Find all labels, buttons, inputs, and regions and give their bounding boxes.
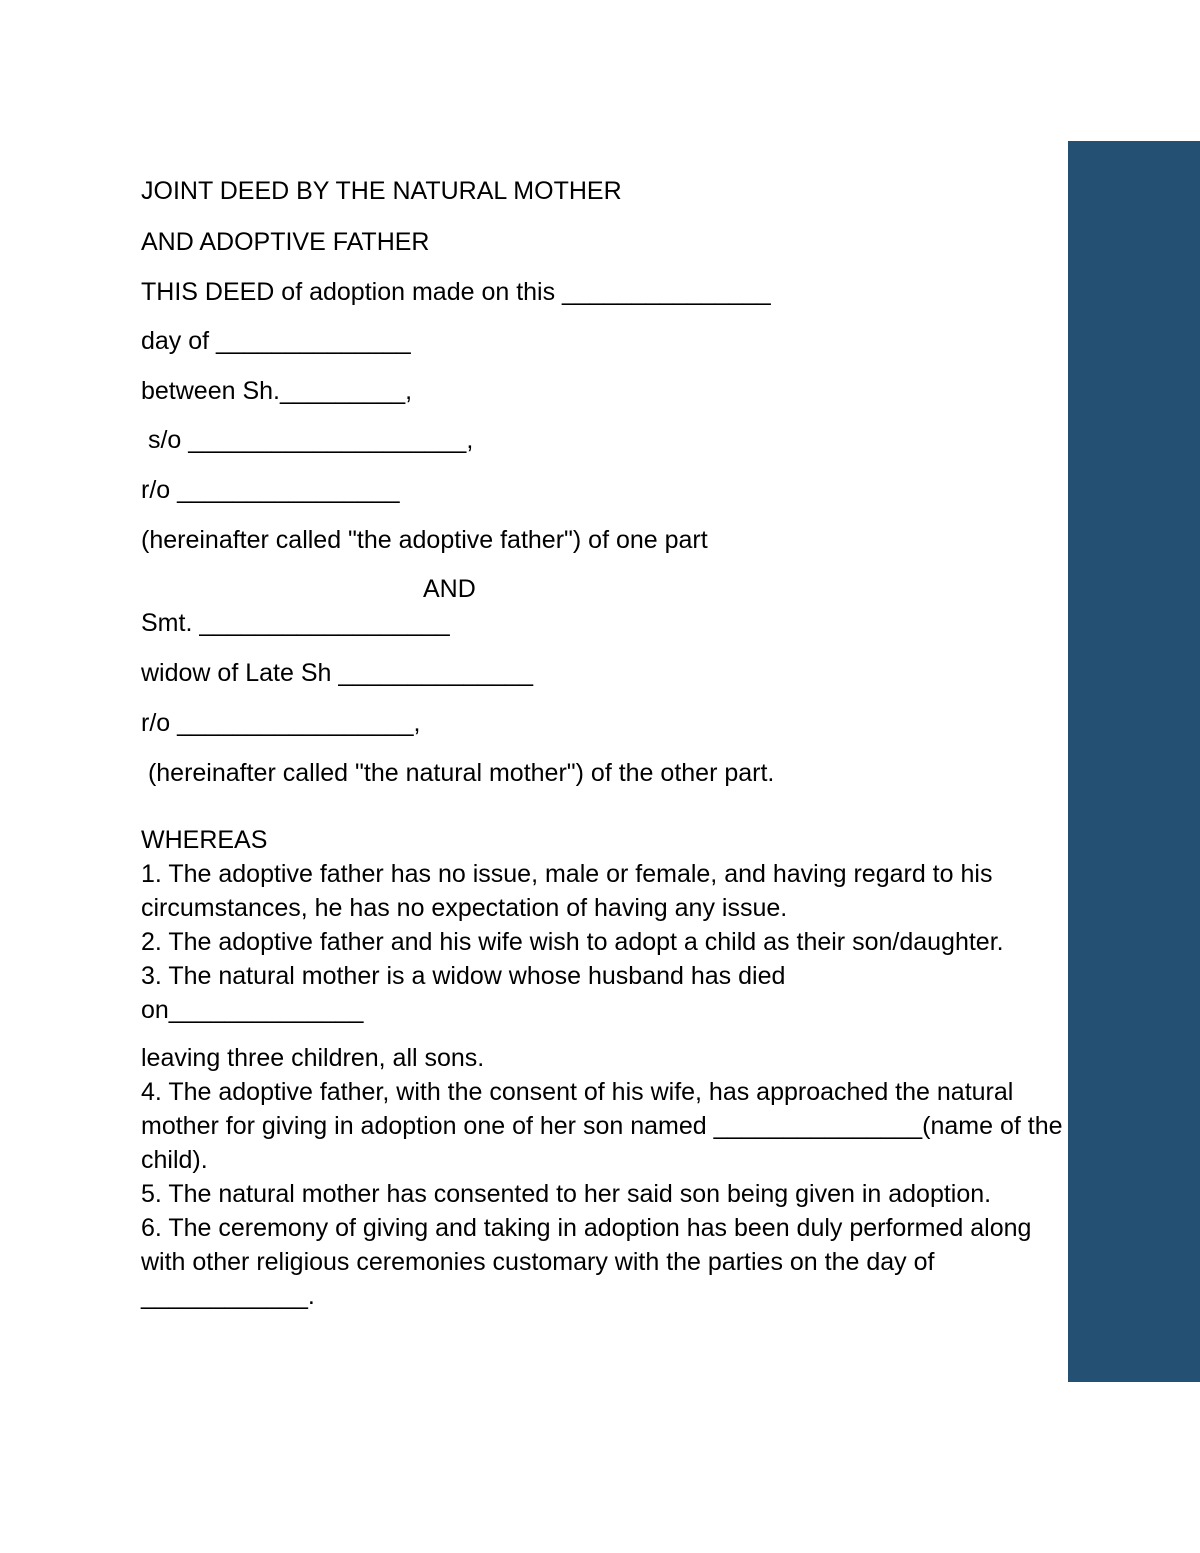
widow-of-line: widow of Late Sh ______________ bbox=[141, 659, 533, 687]
whereas-item-3: 3. The natural mother is a widow whose husband has died on______________ bbox=[141, 962, 786, 1024]
whereas-item-6: 6. The ceremony of giving and taking in adoption has been duly performed along with other religious ceremonies customary with the parties on the day of ____________. bbox=[141, 1214, 1032, 1310]
whereas-item-2: 2. The adoptive father and his wife wish to adopt a child as their son/daughter. bbox=[141, 928, 1004, 956]
whereas-item-3-continued: leaving three children, all sons. bbox=[141, 1044, 485, 1072]
whereas-section bbox=[141, 823, 1066, 1313]
decorative-side-bar bbox=[1068, 141, 1200, 1382]
resident-of-father-line: r/o ________________ bbox=[141, 476, 400, 504]
son-of-line: s/o ____________________, bbox=[141, 426, 474, 454]
title-line-1: JOINT DEED BY THE NATURAL MOTHER bbox=[141, 177, 622, 205]
whereas-item-4: 4. The adoptive father, with the consent of his wife, has approached the natural mother for giving in adoption one of her son named _______________(name of the child). bbox=[141, 1078, 1063, 1174]
between-line: between Sh._________, bbox=[141, 377, 413, 405]
whereas-item-5: 5. The natural mother has consented to her said son being given in adoption. bbox=[141, 1180, 992, 1208]
title-line-2: AND ADOPTIVE FATHER bbox=[141, 228, 430, 256]
intro-line: THIS DEED of adoption made on this _______________ bbox=[141, 278, 771, 306]
day-of-line: day of ______________ bbox=[141, 327, 411, 355]
natural-mother-part-line: (hereinafter called "the natural mother") of the other part. bbox=[141, 759, 775, 787]
and-separator: AND bbox=[423, 575, 476, 603]
adoptive-father-part-line: (hereinafter called "the adoptive father") of one part bbox=[141, 526, 708, 554]
whereas-item-1: 1. The adoptive father has no issue, male or female, and having regard to his circumstances, he has no expectation of having any issue. bbox=[141, 860, 993, 922]
resident-of-mother-line: r/o _________________, bbox=[141, 709, 421, 737]
whereas-heading: WHEREAS bbox=[141, 826, 268, 854]
smt-line: Smt. __________________ bbox=[141, 609, 450, 637]
